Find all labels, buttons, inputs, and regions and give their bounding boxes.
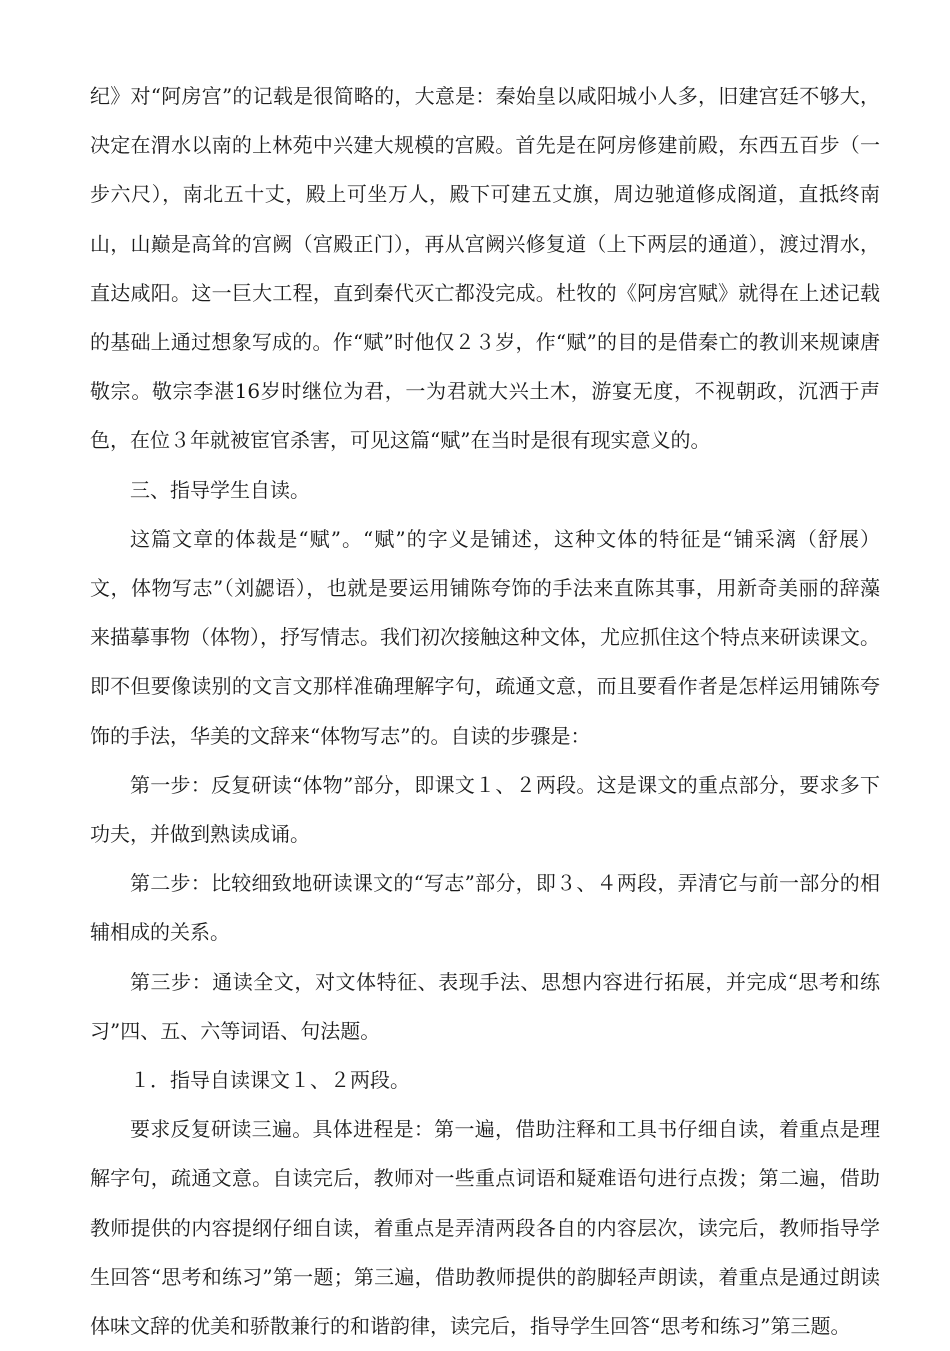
section-heading-guided-reading: 三、指导学生自读。 — [130, 477, 310, 502]
paragraph-continuation: 纪》对“阿房宫”的记载是很简略的，大意是：秦始皇以咸阳城小人多，旧建宫廷不够大，决定在渭水以南的上林苑中兴建大规模的宫殿。首先是在阿房修建前殿，东西五百步（一步六尺），南北五十丈，殿上可坐万人，殿下可建五丈旗，周边驰道修成阁道，直抵终南山，山巅是高耸的宫阙（宫殿正门），再从宫阙兴修复道（上下两层的通道），渡过渭水，直达咸阳。这一巨大工程，直到秦代灭亡都没完成。杜牧的《阿房宫赋》就得在上述记载的基础上通过想象写成的。作“赋”时他仅２３岁，作“赋”的目的是借秦亡的教训来规谏唐敬宗。敬宗李湛16岁时继位为君，一为君就大兴土木，游宴无度，不视朝政，沉洒于声色，在位３年就被宦官杀害，可见这篇“赋”在当时是很有现实意义的。 — [90, 84, 880, 453]
paragraph-step-two: 第二步：比较细致地研读课文的“写志”部分，即３、４两段，弄清它与前一部分的相辅相成的关系。 — [90, 871, 880, 945]
paragraph-genre-fu: 这篇文章的体裁是“赋”。“赋”的字义是铺述，这种文体的特征是“铺采漓（舒展）文，体物写志”（刘勰语），也就是要运用铺陈夸饰的手法来直陈其事，用新奇美丽的辞藻来描摹事物（体物），抒写情志。我们初次接触这种文体，尤应抓住这个特点来研读课文。即不但要像读别的文言文那样准确理解字句，疏通文意，而且要看作者是怎样运用铺陈夸饰的手法，华美的文辞来“体物写志”的。自读的步骤是： — [90, 526, 880, 748]
paragraph-reading-process: 要求反复研读三遍。具体进程是：第一遍，借助注释和工具书仔细自读，着重点是理解字句，疏通文意。自读完后，教师对一些重点词语和疑难语句进行点拨；第二遍，借助教师提供的内容提纲仔细自读，着重点是弄清两段各自的内容层次，读完后，教师指导学生回答“思考和练习”第一题；第三遍，借助教师提供的韵脚轻声朗读，着重点是通过朗读体味文辞的优美和骄散兼行的和谐韵律，读完后，指导学生回答“思考和练习”第三题。 — [90, 1117, 880, 1339]
document-body — [90, 72, 880, 1351]
paragraph-step-one: 第一步：反复研读“体物”部分，即课文１、２两段。这是课文的重点部分，要求多下功夫，并做到熟读成诵。 — [90, 772, 880, 847]
subheading-guided-reading-paragraphs: １．指导自读课文１、２两段。 — [130, 1068, 410, 1093]
paragraph-step-three: 第三步：通读全文，对文体特征、表现手法、思想内容进行拓展，并完成“思考和练习”四、五、六等词语、句法题。 — [90, 969, 880, 1043]
